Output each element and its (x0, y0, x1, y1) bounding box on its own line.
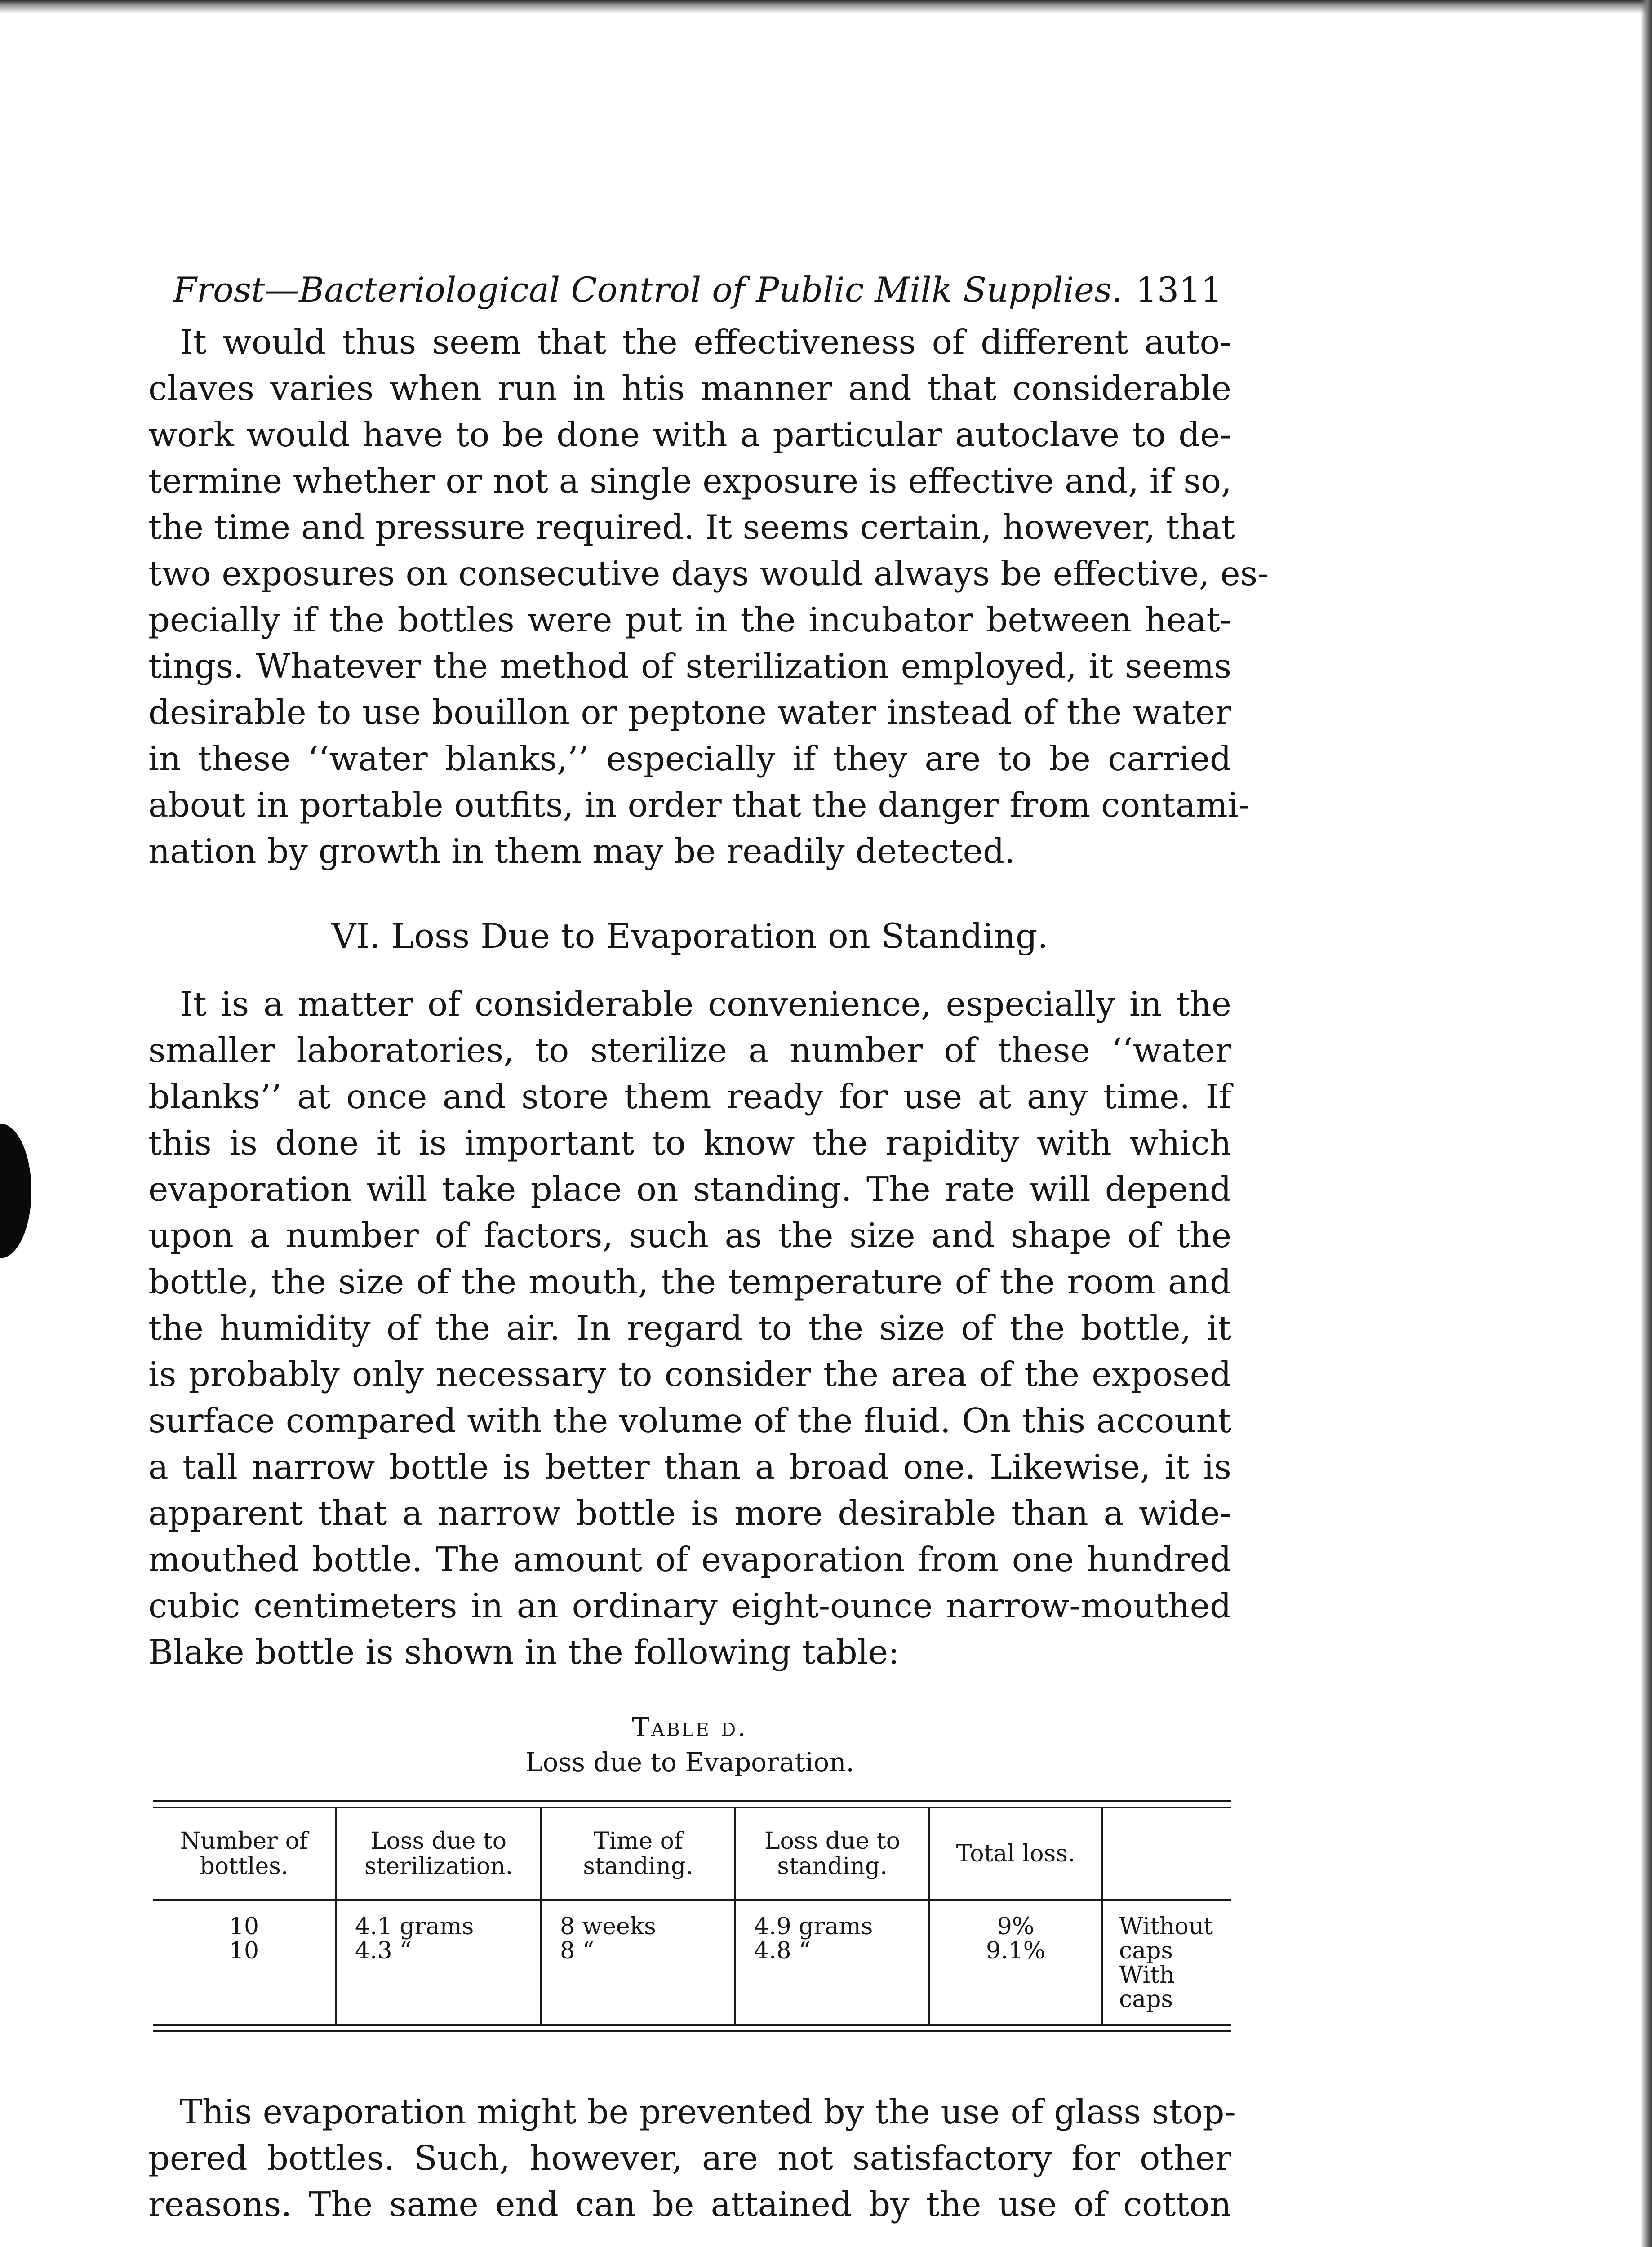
table-row (153, 1900, 1231, 2024)
text-line: pecially if the bottles were put in the incubator between heat- (148, 600, 1231, 639)
scan-top-edge (0, 0, 1652, 13)
paragraph-prevention (148, 2089, 1236, 2228)
table-cell: 8 weeks 8 “ (541, 1900, 735, 2024)
column-header: Number of bottles. (180, 1828, 308, 1880)
text-line: desirable to use bouillon or peptone water instead of the water (148, 693, 1231, 732)
text-line: tings. Whatever the method of sterilization employed, it seems (148, 646, 1231, 686)
paragraph-autoclave (148, 319, 1269, 875)
text-line: evaporation will take place on standing. The rate will depend (148, 1169, 1231, 1209)
table-caption (148, 1710, 1231, 1780)
text-line: the time and pressure required. It seems certain, however, that (148, 507, 1235, 547)
text-line: reasons. The same end can be attained by the use of cotton (148, 2185, 1231, 2224)
text-line: It is a matter of considerable convenience, especially in the (180, 984, 1231, 1024)
table-label: Table d. (632, 1712, 748, 1742)
text-line: surface compared with the volume of the fluid. On this account (148, 1401, 1231, 1440)
text-line: apparent that a narrow bottle is more desirable than a wide- (148, 1493, 1231, 1533)
text-line: the humidity of the air. In regard to the size of the bottle, it (148, 1308, 1231, 1348)
text-line: nation by growth in them may be readily detected. (148, 831, 1015, 871)
text-line: smaller laboratories, to sterilize a number of these ‘‘water (148, 1030, 1231, 1070)
column-header: Total loss. (929, 1808, 1102, 1900)
text-line: mouthed bottle. The amount of evaporation from one hundred (148, 1540, 1231, 1579)
column-header: Time of standing. (541, 1808, 735, 1900)
text-line: a tall narrow bottle is better than a broad one. Likewise, it is (148, 1447, 1231, 1487)
table-title: Loss due to Evaporation. (525, 1747, 854, 1777)
page-number: 1311 (1135, 270, 1222, 310)
evaporation-table (153, 1800, 1231, 2032)
text-line: in these ‘‘water blanks,’’ especially if they are to be carried (148, 739, 1231, 778)
running-head-title: Frost—Bacteriological Control of Public Milk Supplies. (173, 270, 1123, 310)
column-header: Loss due to standing. (735, 1808, 929, 1900)
section-heading: VI. Loss Due to Evaporation on Standing. (331, 916, 1048, 956)
text-line: cubic centimeters in an ordinary eight-ounce narrow-mouthed (148, 1586, 1231, 1625)
table-cell: 4.9 grams 4.8 “ (735, 1900, 929, 2024)
text-line: blanks’’ at once and store them ready for use at any time. If (148, 1077, 1231, 1116)
table-cell: Without caps With caps (1102, 1900, 1231, 2024)
text-line: termine whether or not a single exposure is effective and, if so, (148, 461, 1232, 501)
text-line: claves varies when run in htis manner and that considerable (148, 369, 1231, 408)
table-cell: 9% 9.1% (929, 1900, 1102, 2024)
column-header (1102, 1808, 1231, 1900)
text-line: work would have to be done with a particular autoclave to de- (148, 415, 1231, 454)
column-header: Loss due to sterilization. (336, 1808, 541, 1900)
page (148, 265, 1269, 2228)
table-cell: 10 10 (229, 1913, 259, 1964)
text-line: pered bottles. Such, however, are not satisfactory for other (148, 2138, 1231, 2178)
text-line: two exposures on consecutive days would always be effective, es- (148, 554, 1269, 593)
table-bottom-rule (153, 2024, 1231, 2026)
scan-binding-mark (0, 1124, 31, 1258)
text-line: is probably only necessary to consider the area of the exposed (148, 1354, 1231, 1394)
table-bottom-rule (153, 2030, 1231, 2032)
text-line: this is done it is important to know the rapidity with which (148, 1123, 1231, 1163)
data-table (153, 1808, 1231, 2024)
text-line: It would thus seem that the effectiveness of different auto- (180, 322, 1231, 362)
text-line: Blake bottle is shown in the following table: (148, 1632, 900, 1672)
table-header-row (153, 1808, 1231, 1900)
text-line: about in portable outfits, in order that the danger from contami- (148, 785, 1250, 825)
running-head (148, 265, 1231, 319)
text-line: This evaporation might be prevented by the use of glass stop- (180, 2092, 1236, 2132)
table-cell: 4.1 grams 4.3 “ (336, 1900, 541, 2024)
table-top-rule (153, 1800, 1231, 1802)
text-line: bottle, the size of the mouth, the temperature of the room and (148, 1262, 1231, 1301)
text-line: upon a number of factors, such as the size and shape of the (148, 1216, 1231, 1255)
paragraph-evaporation (148, 981, 1231, 1675)
scan-right-edge (1640, 0, 1652, 2247)
